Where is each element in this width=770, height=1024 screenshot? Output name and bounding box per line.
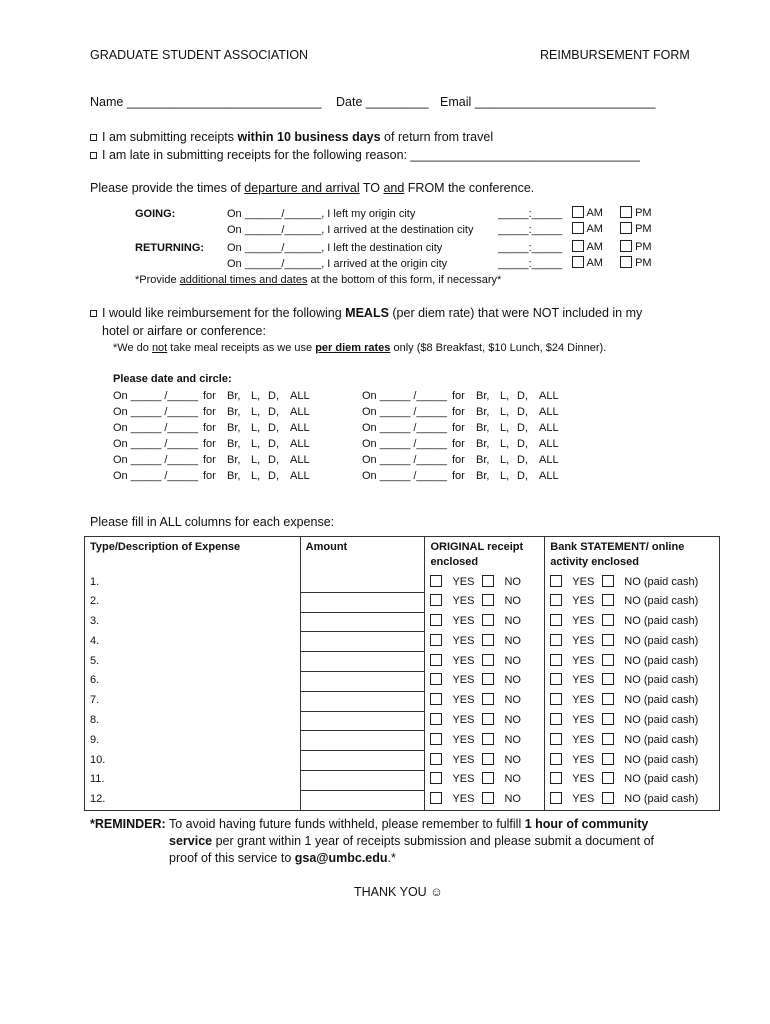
bank-yes-checkbox[interactable] — [550, 772, 562, 784]
pm-option[interactable]: PM — [620, 240, 652, 253]
expense-amount-cell[interactable] — [300, 751, 425, 771]
bank-no-checkbox[interactable] — [602, 614, 614, 626]
bank-yes-checkbox[interactable] — [550, 634, 562, 646]
meal-dinner-option[interactable]: D, — [268, 470, 279, 482]
meal-row[interactable] — [113, 452, 320, 468]
receipt-cell: YES NO — [425, 632, 545, 652]
table-row — [85, 691, 720, 711]
meal-row[interactable] — [113, 388, 320, 404]
meal-all-option[interactable]: ALL — [290, 454, 310, 466]
bank-cell: YES NO (paid cash) — [545, 573, 720, 592]
meal-lunch-option[interactable]: L, — [500, 390, 510, 402]
receipt-yes-checkbox[interactable] — [430, 693, 442, 705]
am-option[interactable]: AM — [572, 206, 603, 219]
meal-all-option[interactable]: ALL — [539, 406, 559, 418]
form-title: REIMBURSEMENT FORM — [540, 48, 690, 62]
thank-you: THANK YOU ☺ — [354, 885, 443, 899]
table-row — [85, 652, 720, 672]
meal-breakfast-option[interactable]: Br, — [227, 422, 241, 434]
meal-date-field[interactable]: On _____ /_____ — [113, 454, 199, 466]
meal-date-field[interactable]: On _____ /_____ — [113, 470, 199, 482]
meal-date-field[interactable]: On _____ /_____ — [113, 390, 199, 402]
expense-amount-cell[interactable] — [300, 671, 425, 691]
receipt-no-checkbox[interactable] — [482, 673, 494, 685]
row-number: 4. — [90, 634, 100, 647]
bank-no-checkbox[interactable] — [602, 713, 614, 725]
meal-for-label[interactable]: for — [203, 406, 216, 418]
row-number: 9. — [90, 733, 100, 746]
bank-cell: YES NO (paid cash) — [545, 671, 720, 691]
expense-type-cell[interactable] — [85, 671, 301, 691]
name-field[interactable]: Name ____________________________ — [90, 95, 322, 109]
receipt-cell: YES NO — [425, 573, 545, 592]
meal-for-label[interactable]: for — [203, 422, 216, 434]
receipt-cell: YES NO — [425, 671, 545, 691]
expense-type-cell[interactable] — [85, 612, 301, 632]
meal-row[interactable] — [362, 468, 569, 484]
meal-all-option[interactable]: ALL — [290, 470, 310, 482]
row-number: 7. — [90, 694, 100, 707]
reminder-line2: service per grant within 1 year of receipts submission and please submit a document of — [169, 834, 655, 848]
reminder-line1: *REMINDER: To avoid having future funds withheld, please remember to fulfill 1 hour of community — [90, 817, 649, 831]
receipt-no-checkbox[interactable] — [482, 713, 494, 725]
meal-dinner-option[interactable]: D, — [517, 390, 528, 402]
bank-cell: YES NO (paid cash) — [545, 691, 720, 711]
meal-all-option[interactable]: ALL — [539, 422, 559, 434]
meal-dinner-option[interactable]: D, — [517, 422, 528, 434]
expense-type-cell[interactable] — [85, 691, 301, 711]
row-number: 11. — [90, 773, 105, 786]
checkbox-icon[interactable] — [90, 310, 97, 317]
expense-type-cell[interactable] — [85, 711, 301, 731]
meal-date-field[interactable]: On _____ /_____ — [362, 390, 448, 402]
meal-lunch-option[interactable]: L, — [251, 406, 261, 418]
meal-lunch-option[interactable]: L, — [500, 470, 510, 482]
receipt-no-checkbox[interactable] — [482, 693, 494, 705]
bank-no-checkbox[interactable] — [602, 594, 614, 606]
receipt-yes-checkbox[interactable] — [430, 634, 442, 646]
expense-amount-cell[interactable] — [300, 731, 425, 751]
table-row — [85, 751, 720, 771]
row-number: 10. — [90, 753, 106, 766]
meal-row[interactable] — [362, 452, 569, 468]
receipt-yes-checkbox[interactable] — [430, 575, 442, 587]
meal-breakfast-option[interactable]: Br, — [227, 406, 241, 418]
receipt-cell: YES NO — [425, 612, 545, 632]
row-number: 8. — [90, 714, 100, 727]
expense-type-cell[interactable] — [85, 592, 301, 612]
row-number: 3. — [90, 615, 100, 628]
table-row — [85, 573, 720, 592]
meal-for-label[interactable]: for — [203, 470, 216, 482]
expense-type-cell[interactable] — [85, 731, 301, 751]
travel-intro: Please provide the times of departure and arrival TO and FROM the conference. — [90, 181, 535, 195]
table-row — [85, 770, 720, 790]
checkbox-icon[interactable] — [572, 240, 584, 252]
meal-breakfast-option[interactable]: Br, — [476, 438, 490, 450]
meal-breakfast-option[interactable]: Br, — [476, 406, 490, 418]
receipt-no-checkbox[interactable] — [482, 594, 494, 606]
meal-for-label[interactable]: for — [203, 454, 216, 466]
expense-amount-cell[interactable] — [300, 652, 425, 672]
meal-row[interactable] — [113, 436, 320, 452]
meal-for-label[interactable]: for — [452, 454, 465, 466]
checkbox-icon[interactable] — [620, 222, 632, 234]
org-title: GRADUATE STUDENT ASSOCIATION — [90, 48, 309, 62]
meal-date-field[interactable]: On _____ /_____ — [362, 438, 448, 450]
checkbox-icon[interactable] — [620, 256, 632, 268]
row-number: 1. — [90, 576, 100, 588]
meal-lunch-option[interactable]: L, — [251, 422, 261, 434]
receipt-yes-checkbox[interactable] — [430, 594, 442, 606]
bank-no-checkbox[interactable] — [602, 792, 614, 804]
receipt-no-checkbox[interactable] — [482, 772, 494, 784]
receipt-no-checkbox[interactable] — [482, 654, 494, 666]
meals-note: *We do not take meal receipts as we use per diem rates only ($8 Breakfast, $10 Lunch, $24 Dinner). — [113, 342, 607, 354]
table-row — [85, 632, 720, 652]
table-row — [85, 592, 720, 612]
meal-all-option[interactable]: ALL — [539, 470, 559, 482]
meal-lunch-option[interactable]: L, — [500, 438, 510, 450]
time-field[interactable]: _____:_____ — [498, 208, 563, 220]
bank-yes-checkbox[interactable] — [550, 792, 562, 804]
expense-amount-cell[interactable] — [300, 790, 425, 810]
meals-column-right — [362, 388, 569, 484]
meals-line2: hotel or airfare or conference: — [102, 324, 266, 338]
receipt-yes-checkbox[interactable] — [430, 753, 442, 765]
bank-no-checkbox[interactable] — [602, 634, 614, 646]
checkbox-icon[interactable] — [572, 256, 584, 268]
meal-breakfast-option[interactable]: Br, — [476, 422, 490, 434]
meal-lunch-option[interactable]: L, — [500, 406, 510, 418]
pm-option[interactable]: PM — [620, 256, 652, 269]
meal-for-label[interactable]: for — [203, 438, 216, 450]
bank-cell: YES NO (paid cash) — [545, 711, 720, 731]
meal-breakfast-option[interactable]: Br, — [227, 470, 241, 482]
meal-breakfast-option[interactable]: Br, — [227, 454, 241, 466]
meal-all-option[interactable]: ALL — [539, 438, 559, 450]
row-number: 5. — [90, 654, 100, 667]
bank-no-checkbox[interactable] — [602, 733, 614, 745]
expense-amount-cell[interactable] — [300, 612, 425, 632]
expenses-intro: Please fill in ALL columns for each expense: — [90, 515, 335, 529]
meal-dinner-option[interactable]: D, — [517, 406, 528, 418]
bank-no-checkbox[interactable] — [602, 575, 614, 587]
am-option[interactable]: AM — [572, 256, 603, 269]
bank-cell: YES NO (paid cash) — [545, 592, 720, 612]
expense-amount-cell[interactable] — [300, 573, 425, 592]
date-field[interactable]: Date _________ — [336, 95, 429, 109]
meal-date-field[interactable]: On _____ /_____ — [113, 422, 199, 434]
expense-amount-cell[interactable] — [300, 592, 425, 612]
meal-for-label[interactable]: for — [203, 390, 216, 402]
receipt-yes-checkbox[interactable] — [430, 772, 442, 784]
meal-row[interactable] — [362, 436, 569, 452]
meal-lunch-option[interactable]: L, — [251, 454, 261, 466]
meal-row[interactable] — [113, 420, 320, 436]
meal-row[interactable] — [113, 468, 320, 484]
travel-line[interactable]: On ______/______, I left the destination city — [227, 242, 443, 254]
returning-label: RETURNING: — [135, 242, 205, 254]
meal-all-option[interactable]: ALL — [290, 438, 310, 450]
meal-dinner-option[interactable]: D, — [517, 470, 528, 482]
bank-yes-checkbox[interactable] — [550, 693, 562, 705]
travel-line[interactable]: On ______/______, I left my origin city — [227, 208, 416, 220]
meals-option[interactable]: I would like reimbursement for the following MEALS (per diem rate) that were NOT included in my — [90, 306, 642, 320]
expense-amount-cell[interactable] — [300, 632, 425, 652]
bank-no-checkbox[interactable] — [602, 772, 614, 784]
am-option[interactable]: AM — [572, 222, 603, 235]
expense-type-cell[interactable] — [85, 573, 301, 592]
meal-date-field[interactable]: On _____ /_____ — [113, 406, 199, 418]
travel-note: *Provide additional times and dates at the bottom of this form, if necessary* — [135, 274, 502, 286]
meal-breakfast-option[interactable]: Br, — [476, 390, 490, 402]
meal-lunch-option[interactable]: L, — [251, 470, 261, 482]
bank-no-checkbox[interactable] — [602, 673, 614, 685]
meal-lunch-option[interactable]: L, — [500, 454, 510, 466]
meal-dinner-option[interactable]: D, — [517, 454, 528, 466]
bank-cell: YES NO (paid cash) — [545, 612, 720, 632]
email-field[interactable]: Email __________________________ — [440, 95, 656, 109]
col-bank-header: Bank STATEMENT/ online activity enclosed — [545, 537, 720, 574]
receipt-cell: YES NO — [425, 691, 545, 711]
meal-all-option[interactable]: ALL — [290, 422, 310, 434]
meal-row[interactable] — [362, 404, 569, 420]
time-field[interactable]: _____:_____ — [498, 242, 563, 254]
col-receipt-header: ORIGINAL receipt enclosed — [425, 537, 545, 574]
receipt-no-checkbox[interactable] — [482, 575, 494, 587]
expense-amount-cell[interactable] — [300, 770, 425, 790]
meals-column-left — [113, 388, 320, 484]
meal-for-label[interactable]: for — [452, 422, 465, 434]
receipt-cell: YES NO — [425, 731, 545, 751]
table-row — [85, 711, 720, 731]
receipt-no-checkbox[interactable] — [482, 634, 494, 646]
receipt-cell: YES NO — [425, 790, 545, 810]
bank-cell: YES NO (paid cash) — [545, 770, 720, 790]
meal-for-label[interactable]: for — [452, 470, 465, 482]
receipt-no-checkbox[interactable] — [482, 792, 494, 804]
receipt-cell: YES NO — [425, 711, 545, 731]
bank-no-checkbox[interactable] — [602, 753, 614, 765]
time-field[interactable]: _____:_____ — [498, 224, 563, 236]
meal-row[interactable] — [362, 420, 569, 436]
reminder-line3: proof of this service to gsa@umbc.edu.* — [169, 851, 396, 865]
checkbox-icon[interactable] — [90, 134, 97, 141]
row-number: 2. — [90, 595, 100, 608]
meal-date-field[interactable]: On _____ /_____ — [362, 422, 448, 434]
meal-all-option[interactable]: ALL — [290, 406, 310, 418]
bank-cell: YES NO (paid cash) — [545, 652, 720, 672]
bank-yes-checkbox[interactable] — [550, 673, 562, 685]
receipt-yes-checkbox[interactable] — [430, 713, 442, 725]
pm-option[interactable]: PM — [620, 206, 652, 219]
meal-dinner-option[interactable]: D, — [268, 438, 279, 450]
table-row — [85, 790, 720, 810]
meal-dinner-option[interactable]: D, — [268, 406, 279, 418]
meal-lunch-option[interactable]: L, — [500, 422, 510, 434]
col-type-header: Type/Description of Expense — [85, 537, 301, 574]
expense-table — [84, 536, 720, 811]
expense-type-cell[interactable] — [85, 790, 301, 810]
receipt-cell: YES NO — [425, 770, 545, 790]
receipt-cell: YES NO — [425, 652, 545, 672]
table-row — [85, 731, 720, 751]
meal-breakfast-option[interactable]: Br, — [476, 454, 490, 466]
meal-dinner-option[interactable]: D, — [268, 390, 279, 402]
col-amount-header: Amount — [300, 537, 425, 574]
checkbox-icon[interactable] — [572, 222, 584, 234]
meal-date-field[interactable]: On _____ /_____ — [362, 406, 448, 418]
receipt-no-checkbox[interactable] — [482, 753, 494, 765]
travel-line[interactable]: On ______/______, I arrived at the destination city — [227, 224, 474, 236]
am-option[interactable]: AM — [572, 240, 603, 253]
bank-yes-checkbox[interactable] — [550, 654, 562, 666]
expense-type-cell[interactable] — [85, 770, 301, 790]
meals-circle-label: Please date and circle: — [113, 373, 232, 385]
bank-yes-checkbox[interactable] — [550, 614, 562, 626]
bank-cell: YES NO (paid cash) — [545, 632, 720, 652]
bank-yes-checkbox[interactable] — [550, 753, 562, 765]
receipt-cell: YES NO — [425, 592, 545, 612]
meal-row[interactable] — [113, 404, 320, 420]
receipt-yes-checkbox[interactable] — [430, 673, 442, 685]
receipt-yes-checkbox[interactable] — [430, 654, 442, 666]
bank-no-checkbox[interactable] — [602, 693, 614, 705]
bank-cell: YES NO (paid cash) — [545, 790, 720, 810]
meal-dinner-option[interactable]: D, — [268, 422, 279, 434]
meal-date-field[interactable]: On _____ /_____ — [113, 438, 199, 450]
expense-type-cell[interactable] — [85, 632, 301, 652]
table-row — [85, 612, 720, 632]
expense-amount-cell[interactable] — [300, 711, 425, 731]
meal-lunch-option[interactable]: L, — [251, 390, 261, 402]
checkbox-icon[interactable] — [572, 206, 584, 218]
meal-breakfast-option[interactable]: Br, — [227, 438, 241, 450]
bank-yes-checkbox[interactable] — [550, 594, 562, 606]
meal-dinner-option[interactable]: D, — [268, 454, 279, 466]
meal-lunch-option[interactable]: L, — [251, 438, 261, 450]
late-option[interactable]: I am late in submitting receipts for the following reason: _________________________________ — [90, 148, 640, 162]
bank-no-checkbox[interactable] — [602, 654, 614, 666]
checkbox-icon[interactable] — [620, 206, 632, 218]
expense-type-cell[interactable] — [85, 751, 301, 771]
row-number: 6. — [90, 674, 100, 687]
bank-yes-checkbox[interactable] — [550, 575, 562, 587]
bank-yes-checkbox[interactable] — [550, 713, 562, 725]
receipt-cell: YES NO — [425, 751, 545, 771]
receipt-yes-checkbox[interactable] — [430, 792, 442, 804]
pm-option[interactable]: PM — [620, 222, 652, 235]
meal-dinner-option[interactable]: D, — [517, 438, 528, 450]
meal-date-field[interactable]: On _____ /_____ — [362, 470, 448, 482]
meal-all-option[interactable]: ALL — [539, 454, 559, 466]
expense-amount-cell[interactable] — [300, 691, 425, 711]
receipt-yes-checkbox[interactable] — [430, 614, 442, 626]
meal-for-label[interactable]: for — [452, 406, 465, 418]
bank-cell: YES NO (paid cash) — [545, 751, 720, 771]
meal-breakfast-option[interactable]: Br, — [476, 470, 490, 482]
receipt-yes-checkbox[interactable] — [430, 733, 442, 745]
on-time-option[interactable]: I am submitting receipts within 10 business days of return from travel — [90, 130, 493, 144]
checkbox-icon[interactable] — [90, 152, 97, 159]
meal-date-field[interactable]: On _____ /_____ — [362, 454, 448, 466]
checkbox-icon[interactable] — [620, 240, 632, 252]
meal-row[interactable] — [362, 388, 569, 404]
time-field[interactable]: _____:_____ — [498, 258, 563, 270]
receipt-no-checkbox[interactable] — [482, 614, 494, 626]
meal-all-option[interactable]: ALL — [290, 390, 310, 402]
meal-all-option[interactable]: ALL — [539, 390, 559, 402]
meal-breakfast-option[interactable]: Br, — [227, 390, 241, 402]
row-number: 12. — [90, 793, 106, 806]
bank-yes-checkbox[interactable] — [550, 733, 562, 745]
going-label: GOING: — [135, 208, 176, 220]
travel-line[interactable]: On ______/______, I arrived at the origin city — [227, 258, 448, 270]
receipt-no-checkbox[interactable] — [482, 733, 494, 745]
bank-cell: YES NO (paid cash) — [545, 731, 720, 751]
meal-for-label[interactable]: for — [452, 438, 465, 450]
meal-for-label[interactable]: for — [452, 390, 465, 402]
expense-type-cell[interactable] — [85, 652, 301, 672]
table-row — [85, 671, 720, 691]
